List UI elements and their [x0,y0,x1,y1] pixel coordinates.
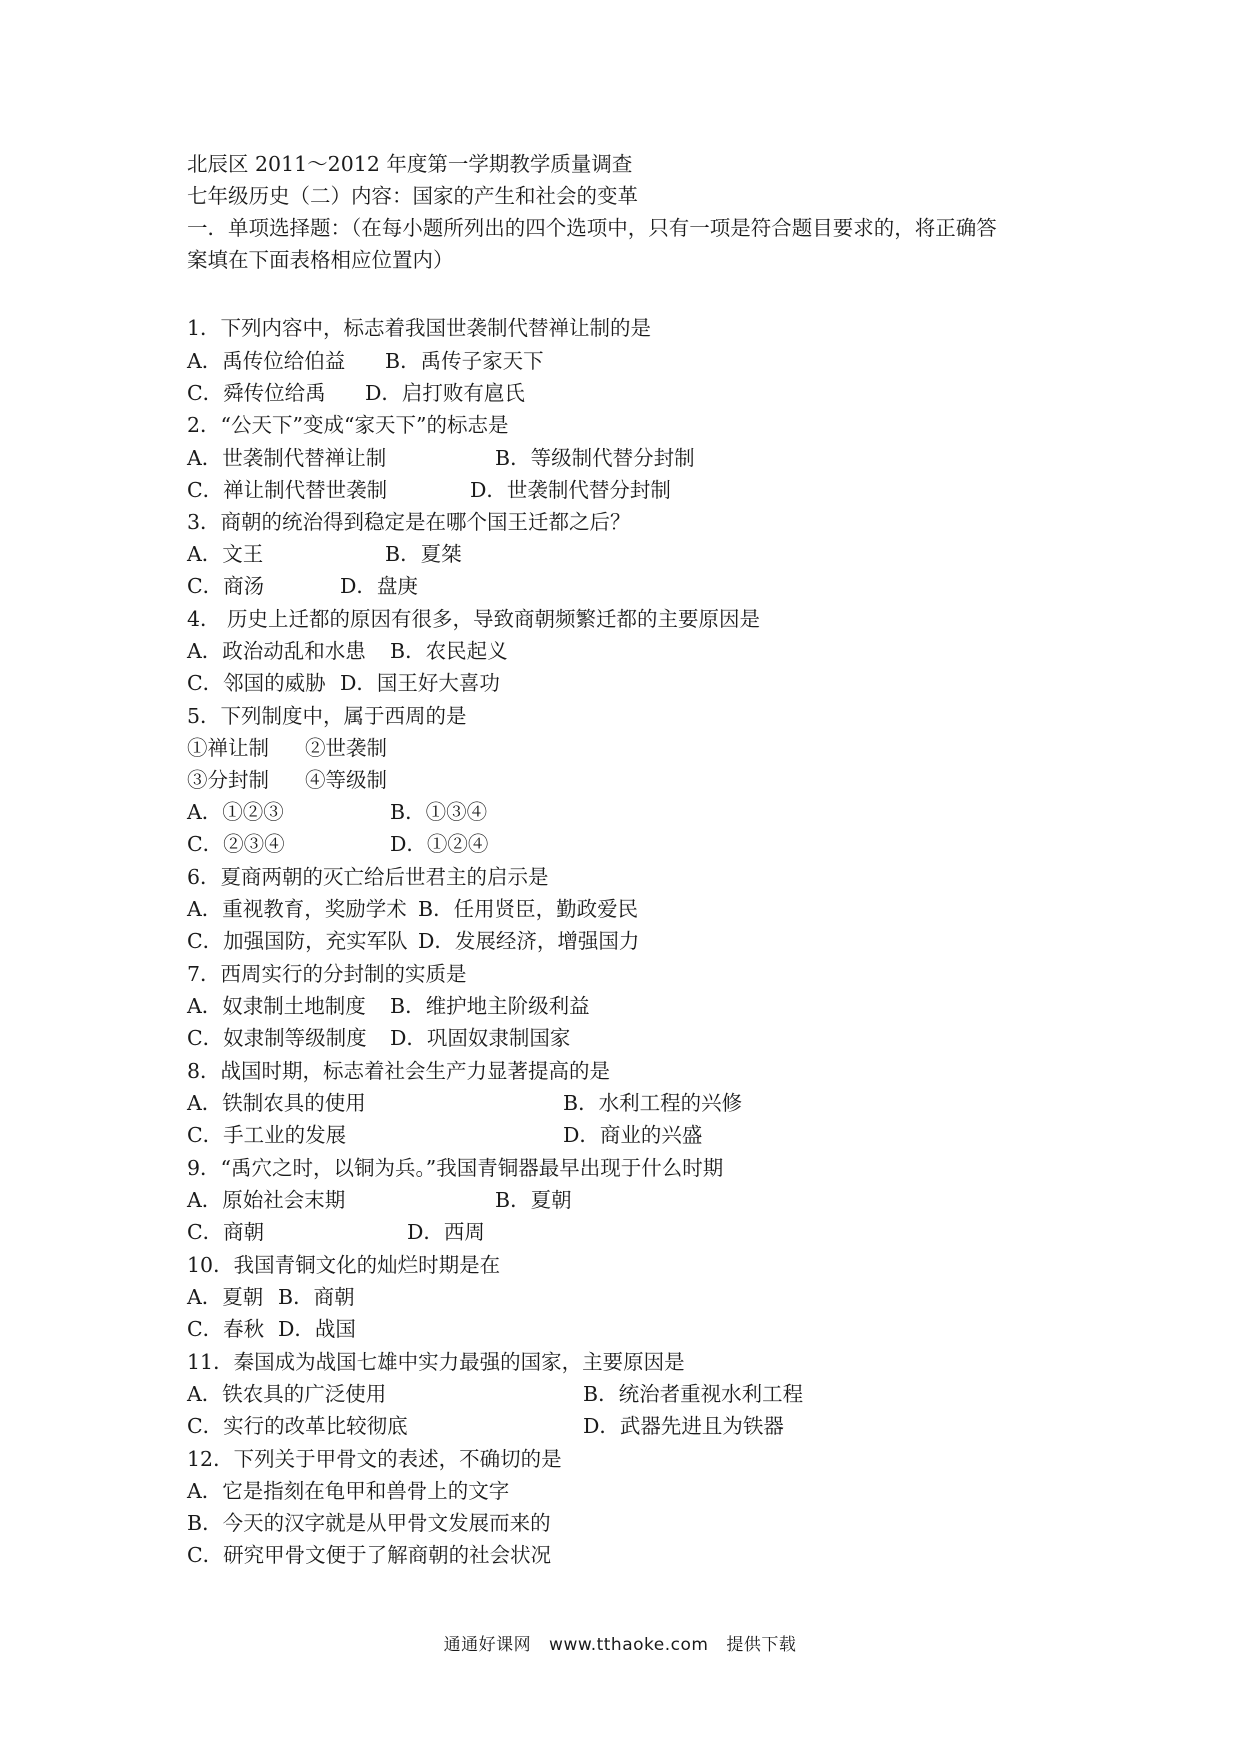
question-10-option-d: D．战国 [278,1317,356,1341]
question-3-option-a: A．文王 [187,542,264,566]
question-5-option-d: D．①②④ [390,832,489,856]
question-3-stem: 3．商朝的统治得到稳定是在哪个国王迁都之后？ [187,510,631,534]
question-5-item-3: ③分封制 [187,768,269,792]
question-7-stem: 7．西周实行的分封制的实质是 [187,962,467,986]
question-2-stem: 2．“公天下”变成“家天下”的标志是 [187,413,509,437]
page-footer [0,1630,1240,1655]
question-5-item-4: ④等级制 [305,768,387,792]
question-4-option-d: D．国王好大喜功 [340,671,500,695]
question-11-option-d: D．武器先进且为铁器 [583,1414,784,1438]
question-1-stem: 1．下列内容中，标志着我国世袭制代替禅让制的是 [187,316,652,340]
question-6-option-c: C．加强国防，充实军队 [187,929,408,953]
question-4-option-b: B．农民起义 [390,639,508,663]
question-3-option-d: D．盘庚 [340,574,418,598]
question-8-stem: 8．战国时期，标志着社会生产力显著提高的是 [187,1059,611,1083]
question-11-stem: 11．秦国成为战国七雄中实力最强的国家，主要原因是 [187,1350,685,1374]
question-5-item-2: ②世袭制 [305,736,387,760]
question-8-option-d: D．商业的兴盛 [563,1123,703,1147]
footer-site-name: 通通好课网 [443,1635,532,1655]
question-9-stem: 9．“禹穴之时，以铜为兵。”我国青铜器最早出现于什么时期 [187,1156,724,1180]
question-3-option-b: B．夏桀 [385,542,462,566]
question-5-option-a: A．①②③ [187,800,284,824]
document-title: 北辰区 2011～2012 年度第一学期教学质量调查 [187,152,633,176]
question-6-option-b: B．任用贤臣，勤政爱民 [418,897,639,921]
question-7-option-d: D．巩固奴隶制国家 [390,1026,571,1050]
section-instructions-line1: 一．单项选择题：（在每小题所列出的四个选项中，只有一项是符合题目要求的，将正确答 [187,216,997,240]
question-1-option-d: D．启打败有扈氏 [365,381,525,405]
question-7-option-c: C．奴隶制等级制度 [187,1026,367,1050]
question-7-option-b: B．维护地主阶级利益 [390,994,590,1018]
question-9-option-c: C．商朝 [187,1220,265,1244]
question-10-option-c: C．春秋 [187,1317,265,1341]
question-2-option-a: A．世袭制代替禅让制 [187,446,387,470]
document-subtitle: 七年级历史（二）内容：国家的产生和社会的变革 [187,184,638,208]
question-11-option-a: A．铁农具的广泛使用 [187,1382,387,1406]
question-11-option-b: B．统治者重视水利工程 [583,1382,804,1406]
footer-url-link[interactable]: www.tthaoke.com [549,1635,709,1655]
question-9-option-d: D．西周 [407,1220,485,1244]
question-1-option-b: B．禹传子家天下 [385,349,544,373]
question-8-option-a: A．铁制农具的使用 [187,1091,366,1115]
question-12-stem: 12．下列关于甲骨文的表述，不确切的是 [187,1447,562,1471]
question-2-option-d: D．世袭制代替分封制 [470,478,671,502]
question-10-option-a: A．夏朝 [187,1285,264,1309]
question-11-option-c: C．实行的改革比较彻底 [187,1414,408,1438]
footer-note: 提供下载 [726,1635,797,1655]
question-5-option-b: B．①③④ [390,800,488,824]
question-9-option-b: B．夏朝 [495,1188,572,1212]
question-3-option-c: C．商汤 [187,574,265,598]
question-10-option-b: B．商朝 [278,1285,355,1309]
question-12-option-b: B．今天的汉字就是从甲骨文发展而来的 [187,1511,551,1535]
question-5-option-c: C．②③④ [187,832,285,856]
question-6-stem: 6．夏商两朝的灭亡给后世君主的启示是 [187,865,549,889]
section-instructions-line2: 案填在下面表格相应位置内） [187,248,454,272]
question-8-option-b: B．水利工程的兴修 [563,1091,743,1115]
question-10-stem: 10．我国青铜文化的灿烂时期是在 [187,1253,501,1277]
question-12-option-a: A．它是指刻在龟甲和兽骨上的文字 [187,1479,510,1503]
question-5-stem: 5．下列制度中，属于西周的是 [187,704,467,728]
question-1-option-c: C．舜传位给禹 [187,381,326,405]
question-1-option-a: A．禹传位给伯益 [187,349,346,373]
question-9-option-a: A．原始社会末期 [187,1188,346,1212]
question-2-option-c: C．禅让制代替世袭制 [187,478,388,502]
question-6-option-d: D．发展经济，增强国力 [418,929,640,953]
question-12-option-c: C．研究甲骨文便于了解商朝的社会状况 [187,1543,552,1567]
question-2-option-b: B．等级制代替分封制 [495,446,695,470]
question-4-option-a: A．政治动乱和水患 [187,639,366,663]
question-7-option-a: A．奴隶制土地制度 [187,994,366,1018]
question-8-option-c: C．手工业的发展 [187,1123,347,1147]
question-4-stem: 4． 历史上迁都的原因有很多，导致商朝频繁迁都的主要原因是 [187,607,761,631]
question-4-option-c: C．邻国的威胁 [187,671,326,695]
question-5-item-1: ①禅让制 [187,736,269,760]
question-6-option-a: A．重视教育，奖励学术 [187,897,407,921]
